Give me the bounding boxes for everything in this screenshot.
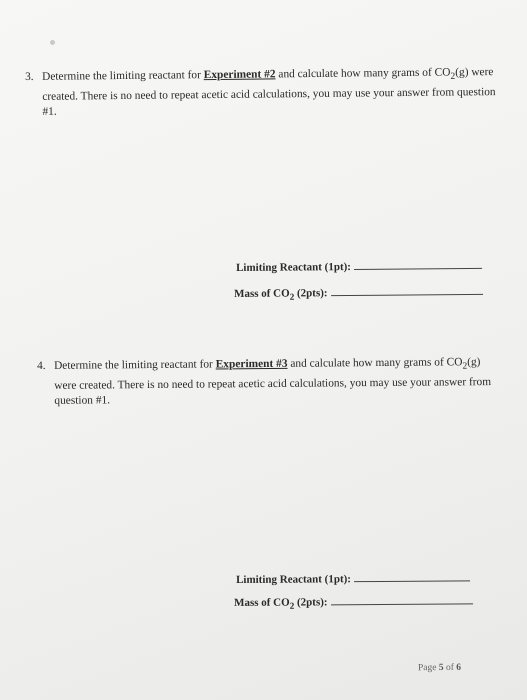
question-number: 4. <box>37 359 46 372</box>
page-number: Page 5 of 6 <box>417 662 462 674</box>
question-text: Determine the limiting reactant for Experiment #2 and calculate how many grams of $CO_2(g)$ were created. There is no need to repeat acetic acid calculations, you may use your answer from question #1. <box>42 66 496 119</box>
experiment-reference: Experiment #2 <box>203 68 276 82</box>
limiting-reactant-field[interactable] <box>236 260 482 274</box>
answer-line[interactable] <box>331 293 483 296</box>
answer-line[interactable] <box>354 579 470 582</box>
limiting-reactant-label: Limiting Reactant (1pt): <box>236 260 351 274</box>
paper-speck <box>50 40 55 45</box>
experiment-reference: Experiment #3 <box>215 357 288 371</box>
limiting-reactant-label: Limiting Reactant (1pt): <box>236 573 351 586</box>
question-3 <box>25 65 506 121</box>
mass-co2-field[interactable] <box>234 595 473 611</box>
question-text: Determine the limiting reactant for Experiment #3 and calculate how many grams of $CO_2(g)$ were created. There is no need to repeat acetic acid calculations, you may use your answer from question #1. <box>54 356 492 408</box>
question-number: 3. <box>25 70 34 83</box>
answer-line[interactable] <box>354 267 482 270</box>
limiting-reactant-field[interactable] <box>236 572 470 586</box>
question-4 <box>37 355 497 410</box>
answer-line[interactable] <box>331 602 473 605</box>
mass-co2-label: Mass of $CO_2$ (2pts): <box>234 287 328 302</box>
mass-co2-label: Mass of $CO_2$ (2pts): <box>234 596 328 611</box>
mass-co2-field[interactable] <box>234 286 483 302</box>
